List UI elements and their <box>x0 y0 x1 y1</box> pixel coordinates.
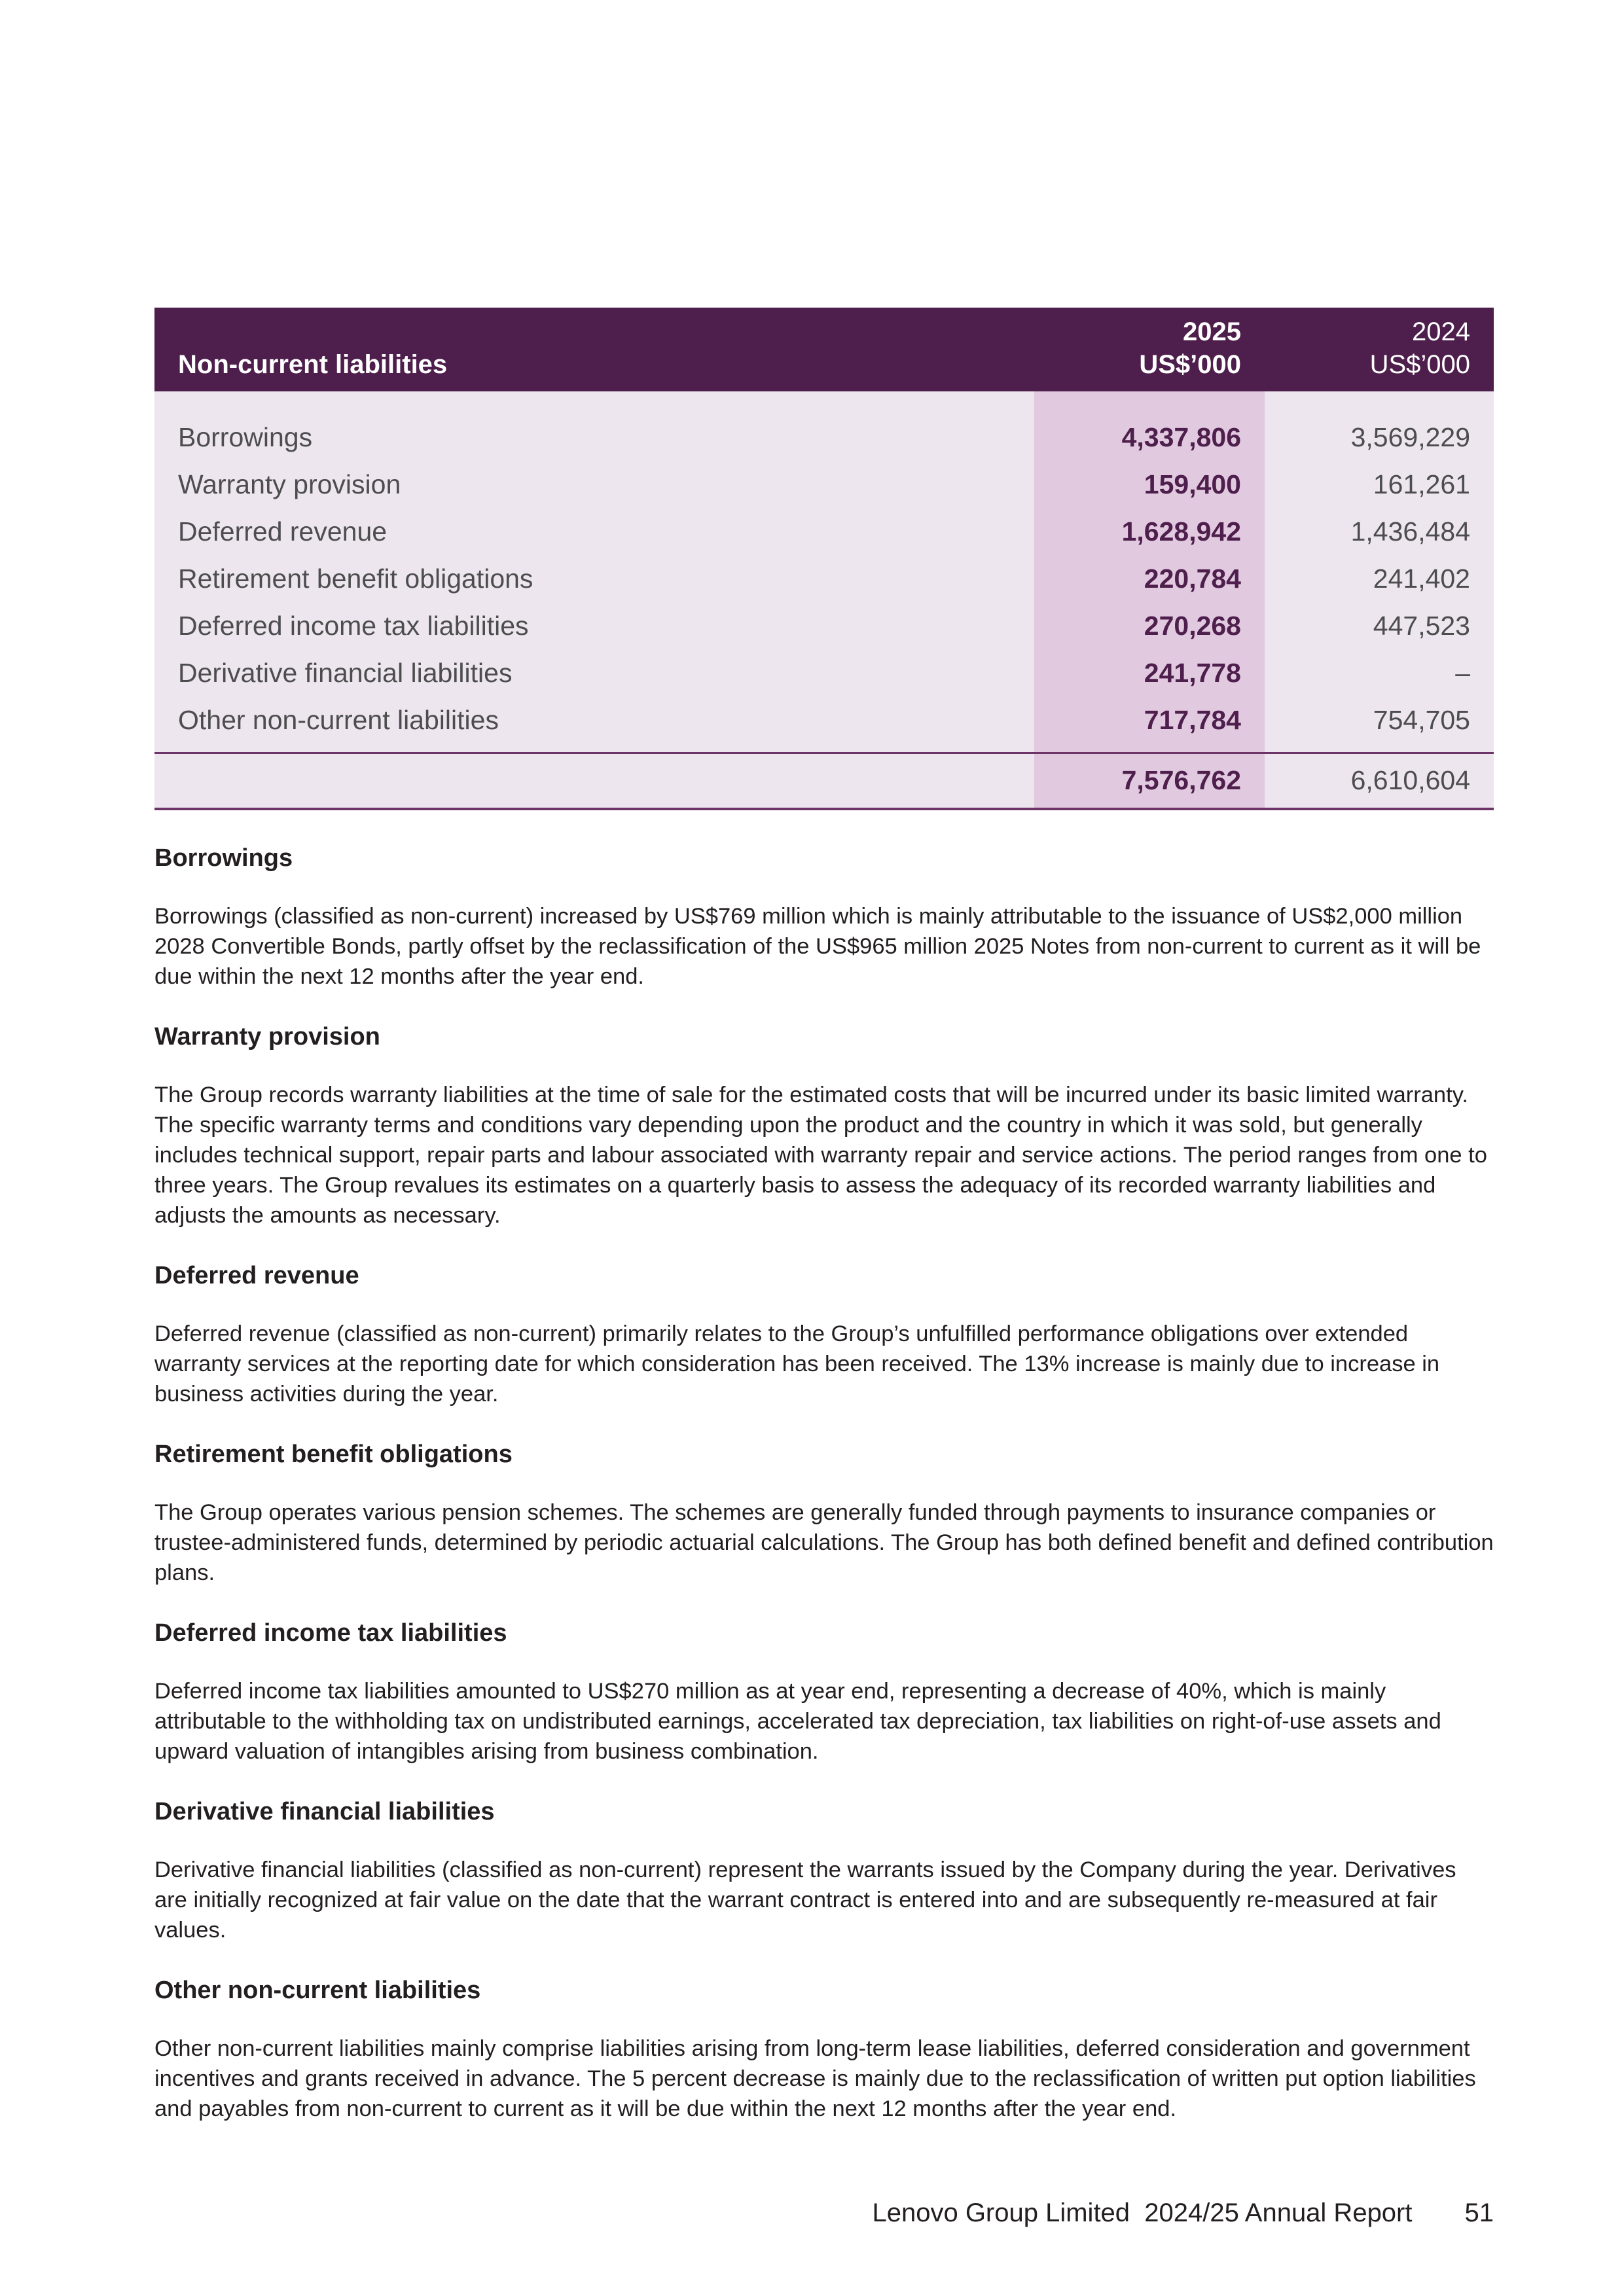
unit-current: US$’000 <box>1139 350 1241 379</box>
row-value-2024: – <box>1265 649 1494 696</box>
row-label: Deferred income tax liabilities <box>154 602 1034 649</box>
section-body: Derivative financial liabilities (classified as non-current) represent the warrants issued by the Company during the year. Derivatives are initially recognized at fair value on the date that the warrant contract is entered into and are subsequently re-measured at fair values. <box>154 1857 1456 1943</box>
section-deferred-revenue <box>154 1261 1494 1409</box>
table-row <box>154 696 1494 744</box>
table-spacer-top <box>154 391 1494 414</box>
row-value-2024: 447,523 <box>1265 602 1494 649</box>
row-value-2025: 159,400 <box>1034 461 1265 508</box>
table-row <box>154 508 1494 555</box>
section-heading: Retirement benefit obligations <box>154 1441 513 1468</box>
section-borrowings <box>154 843 1494 992</box>
row-label: Derivative financial liabilities <box>154 649 1034 696</box>
row-value-2024: 3,569,229 <box>1265 414 1494 461</box>
section-deferred-income-tax-liabilities <box>154 1618 1494 1767</box>
year-prior: 2024 <box>1412 317 1470 346</box>
row-value-2024: 241,402 <box>1265 555 1494 602</box>
row-label: Warranty provision <box>154 461 1034 508</box>
row-value-2024: 754,705 <box>1265 696 1494 744</box>
section-heading: Other non-current liabilities <box>154 1977 481 2004</box>
row-value-2025: 4,337,806 <box>1034 414 1265 461</box>
row-value-2025: 220,784 <box>1034 555 1265 602</box>
table-header-2025 <box>1034 308 1265 391</box>
section-other-non-current-liabilities <box>154 1975 1494 2124</box>
section-warranty-provision <box>154 1022 1494 1230</box>
non-current-liabilities-table <box>154 308 1494 810</box>
row-value-2024: 1,436,484 <box>1265 508 1494 555</box>
section-body: Borrowings (classified as non-current) increased by US$769 million which is mainly attributable to the issuance of US$2,000 million 2028 Convertible Bonds, partly offset by the reclassification of the US$965 million 2025 Notes from non-current to current as it will be due within the next 12 months after the year end. <box>154 904 1481 989</box>
row-value-2025: 1,628,942 <box>1034 508 1265 555</box>
table-row <box>154 414 1494 461</box>
page-content <box>154 308 1494 2124</box>
table-header-row <box>154 308 1494 391</box>
total-label <box>154 753 1034 809</box>
table-row <box>154 649 1494 696</box>
section-body: The Group operates various pension schemes. The schemes are generally funded through payments to insurance companies or trustee-administered funds, determined by periodic actuarial calculations. The Group has both defined benefit and defined contribution plans. <box>154 1500 1494 1585</box>
total-value-2025: 7,576,762 <box>1034 753 1265 809</box>
section-heading: Derivative financial liabilities <box>154 1798 495 1825</box>
row-label: Retirement benefit obligations <box>154 555 1034 602</box>
year-current: 2025 <box>1183 317 1241 346</box>
table-row <box>154 555 1494 602</box>
total-value-2024: 6,610,604 <box>1265 753 1494 809</box>
section-derivative-financial-liabilities <box>154 1797 1494 1945</box>
row-value-2025: 241,778 <box>1034 649 1265 696</box>
table-row <box>154 602 1494 649</box>
table-total-row <box>154 753 1494 809</box>
report-title: Lenovo Group Limited 2024/25 Annual Report <box>872 2198 1413 2227</box>
row-label: Other non-current liabilities <box>154 696 1034 744</box>
row-value-2025: 270,268 <box>1034 602 1265 649</box>
table-header-label: Non-current liabilities <box>154 308 1034 391</box>
table-row <box>154 461 1494 508</box>
row-label: Deferred revenue <box>154 508 1034 555</box>
section-heading: Warranty provision <box>154 1023 380 1050</box>
section-retirement-benefit-obligations <box>154 1439 1494 1588</box>
section-heading: Borrowings <box>154 844 293 872</box>
table-header-2024 <box>1265 308 1494 391</box>
section-heading: Deferred revenue <box>154 1262 359 1289</box>
section-heading: Deferred income tax liabilities <box>154 1619 507 1647</box>
page-number: 51 <box>1464 2198 1494 2227</box>
row-label: Borrowings <box>154 414 1034 461</box>
row-value-2025: 717,784 <box>1034 696 1265 744</box>
section-body: Deferred income tax liabilities amounted to US$270 million as at year end, representing a decrease of 40%, which is mainly attributable to the withholding tax on undistributed earnings, accelerated tax depreciation, tax liabilities on right-of-use assets and upward valuation of intangibles arising from business combination. <box>154 1679 1441 1764</box>
section-body: Other non-current liabilities mainly comprise liabilities arising from long-term lease liabilities, deferred consideration and government incentives and grants received in advance. The 5 percent decrease is mainly due to the reclassification of written put option liabilities and payables from non-current to current as it will be due within the next 12 months after the year end. <box>154 2036 1476 2121</box>
table-spacer-bottom <box>154 744 1494 753</box>
section-body: Deferred revenue (classified as non-current) primarily relates to the Group’s unfulfilled performance obligations over extended warranty services at the reporting date for which consideration has been received. The 13% increase is mainly due to increase in business activities during the year. <box>154 1321 1440 1407</box>
page-footer <box>154 2197 1494 2229</box>
unit-prior: US$’000 <box>1369 350 1470 379</box>
section-body: The Group records warranty liabilities at the time of sale for the estimated costs that will be incurred under its basic limited warranty. The specific warranty terms and conditions vary depending upon the product and the country in which it was sold, but generally includes technical support, repair parts and labour associated with warranty repair and service actions. The period ranges from one to three years. The Group revalues its estimates on a quarterly basis to assess the adequacy of its recorded warranty liabilities and adjusts the amounts as necessary. <box>154 1083 1487 1228</box>
row-value-2024: 161,261 <box>1265 461 1494 508</box>
